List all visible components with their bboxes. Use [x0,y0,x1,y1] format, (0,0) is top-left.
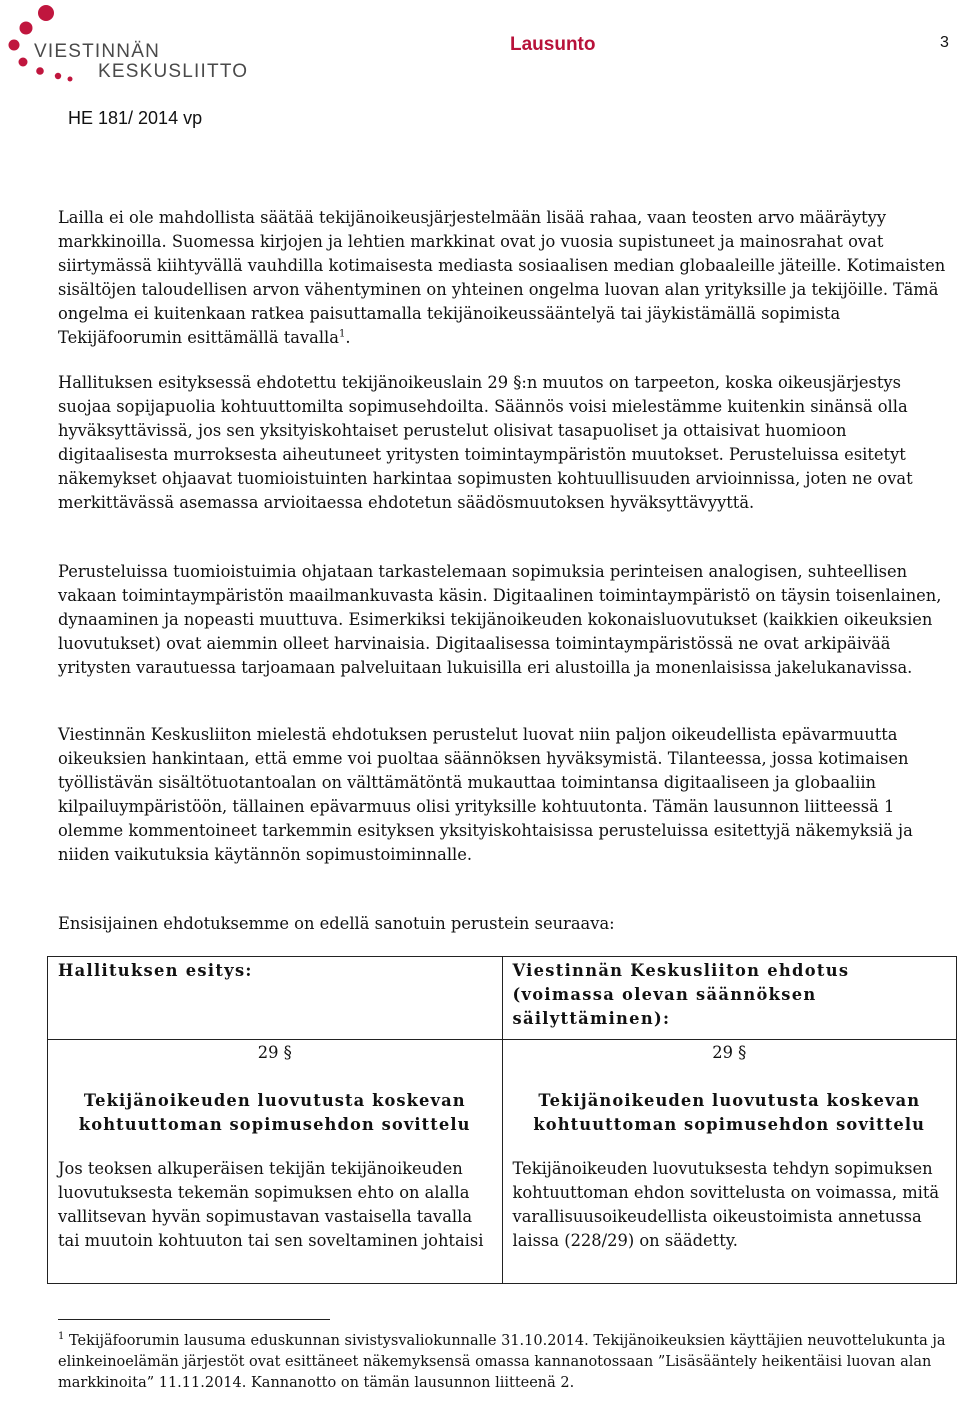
right-section-text: Tekijänoikeuden luovutuksesta tehdyn sopimuksen kohtuuttoman ehdon sovittelusta on voimassa, mitä varallisuusoikeudellista oikeustoimista annetussa laissa (228/29) on säädetty. [512,1159,940,1250]
paragraph-4: Viestinnän Keskusliiton mielestä ehdotuksen perustelut luovat niin paljon oikeudellista epävarmuutta oikeuksien hankintaan, että emme voi puoltaa säännöksen hyväksymistä. Tilanteessa, jossa kotimaisen työllistävän sisältötuotantoalan on välttämätöntä mukauttaa toimintansa digitaaliseen ja globaaliin kilpailuympäristöön, tällainen epävarmuus olisi yrityksille kohtuutonta. Tämän lausunnon liitteessä 1 olemme kommentoineet tarkemmin esityksen yksityiskohtaisissa perusteluissa esitettyjä näkemyksiä ja niiden vaikutuksia käytännön sopimustoiminnalle. [58,725,913,864]
left-column-header: Hallituksen esitys: [48,957,503,1040]
company-logo [4,2,266,88]
right-column-header: Viestinnän Keskusliiton ehdotus (voimassa olevan säännöksen säilyttäminen): [502,957,957,1040]
right-column-body [502,1040,957,1284]
right-section-number: 29 § [712,1043,747,1062]
document-reference: HE 181/ 2014 vp [68,108,203,128]
footnote-text: Tekijäfoorumin lausuma eduskunnan sivistysvaliokunnalle 31.10.2014. Tekijänoikeuksien käyttäjien neuvottelukunta ja elinkeinoelämän järjestöt ovat esittäneet näkemyksensä omassa kannanotossaan ”Lisäsääntely heikentäisi luovan alan markkinoita” 11.11.2014. Kannanotto on tämän lausunnon liitteenä 2. [58,1333,946,1391]
right-section-title: Tekijänoikeuden luovutusta koskevan kohtuuttoman sopimusehdon sovittelu [533,1091,926,1134]
logo-line2: KESKUSLIITTO [98,61,249,82]
table-body-row [48,1040,957,1284]
paragraph-1-text: Lailla ei ole mahdollista säätää tekijänoikeusjärjestelmään lisää rahaa, vaan teosten arvo määräytyy markkinoilla. Suomessa kirjojen ja lehtien markkinat ovat jo vuosia supistuneet ja mainosrahat ovat siirtymässä kiihtyvällä vauhdilla kotimaisesta mediasta sosiaalisen median globaaleille jäteille. Kotimaisten sisältöjen taloudellisen arvon vähentyminen on yhteinen ongelma luovan alan yrityksille ja tekijöille. Tämä ongelma ei kuitenkaan ratkea paisuttamalla tekijänoikeussääntelyä tai jäykistämällä sopimista Tekijäfoorumin esittämällä tavalla [58,208,946,347]
footnote-marker: 1 [338,328,346,340]
left-section-text: Jos teoksen alkuperäisen tekijän tekijänoikeuden luovutuksesta tekemän sopimuksen ehto on alalla vallitsevan hyvän sopimustavan vastaisella tavalla tai muutoin kohtuuton tai sen soveltaminen johtaisi [58,1159,484,1250]
paragraph-2: Hallituksen esityksessä ehdotettu tekijänoikeuslain 29 §:n muutos on tarpeeton, koska oikeusjärjestys suojaa sopijapuolia kohtuuttomilta sopimusehdoilta. Säännös voisi mielestämme kuitenkin sinänsä olla hyväksyttävissä, jos sen yksityiskohtaiset perustelut olisivat tasapuoliset ja ottaisivat huomioon digitaalisesta murroksesta aiheutuneet yritysten toimintaympäristön muutokset. Perusteluissa esitetyt näkemykset ohjaavat tuomioistuinten harkintaa sopimusten kohtuullisuuden arvioinnissa, joten ne ovat merkittävässä asemassa arvioitaessa ehdotetun säädösmuutoksen hyväksyttävyyttä. [58,373,913,512]
footnote-divider [58,1319,330,1320]
left-column-body [48,1040,503,1284]
paragraph-3: Perusteluissa tuomioistuimia ohjataan tarkastelemaan sopimuksia perinteisen analogisen, suhteellisen vakaan toimintaympäristön maailmankuvasta käsin. Digitaalinen toimintaympäristö on täysin toisenlainen, dynaaminen ja nopeasti muuttuva. Esimerkiksi tekijänoikeuden kokonaisluovutukset (kaikkien oikeuksien luovutukset) ovat aiemmin olleet harvinaisia. Digitaalisessa toimintaympäristössä ne ovat arkipäivää yritysten varautuessa tarjoamaan palveluitaan lukuisilla eri alustoilla ja monenlaisissa jakelukanavissa. [58,562,942,677]
table-header-row [48,957,957,1040]
comparison-table [47,956,957,1284]
logo-line1: VIESTINNÄN [34,41,161,62]
document-type: Lausunto [510,34,596,55]
page-number: 3 [940,34,949,51]
footnote [58,1331,948,1394]
paragraph-5: Ensisijainen ehdotuksemme on edellä sanotuin perustein seuraava: [58,914,615,933]
left-section-title: Tekijänoikeuden luovutusta koskevan kohtuuttoman sopimusehdon sovittelu [78,1091,471,1134]
footnote-number: 1 [58,1331,65,1343]
paragraph-1: Lailla ei ole mahdollista säätää tekijänoikeusjärjestelmään lisää rahaa, vaan teosten arvo määräytyy markkinoilla. Suomessa kirjojen ja lehtien markkinat ovat jo vuosia supistuneet ja mainosrahat ovat siirtymässä kiihtyvällä vauhdilla kotimaisesta mediasta sosiaalisen median globaaleille jäteille. Kotimaisten sisältöjen taloudellisen arvon vähentyminen on yhteinen ongelma luovan alan yrityksille ja tekijöille. Tämä ongelma ei kuitenkaan ratkea paisuttamalla tekijänoikeussääntelyä tai jäykistämällä sopimista Tekijäfoorumin esittämällä tavalla$^1$. [58,208,946,347]
left-section-number: 29 § [257,1043,292,1062]
